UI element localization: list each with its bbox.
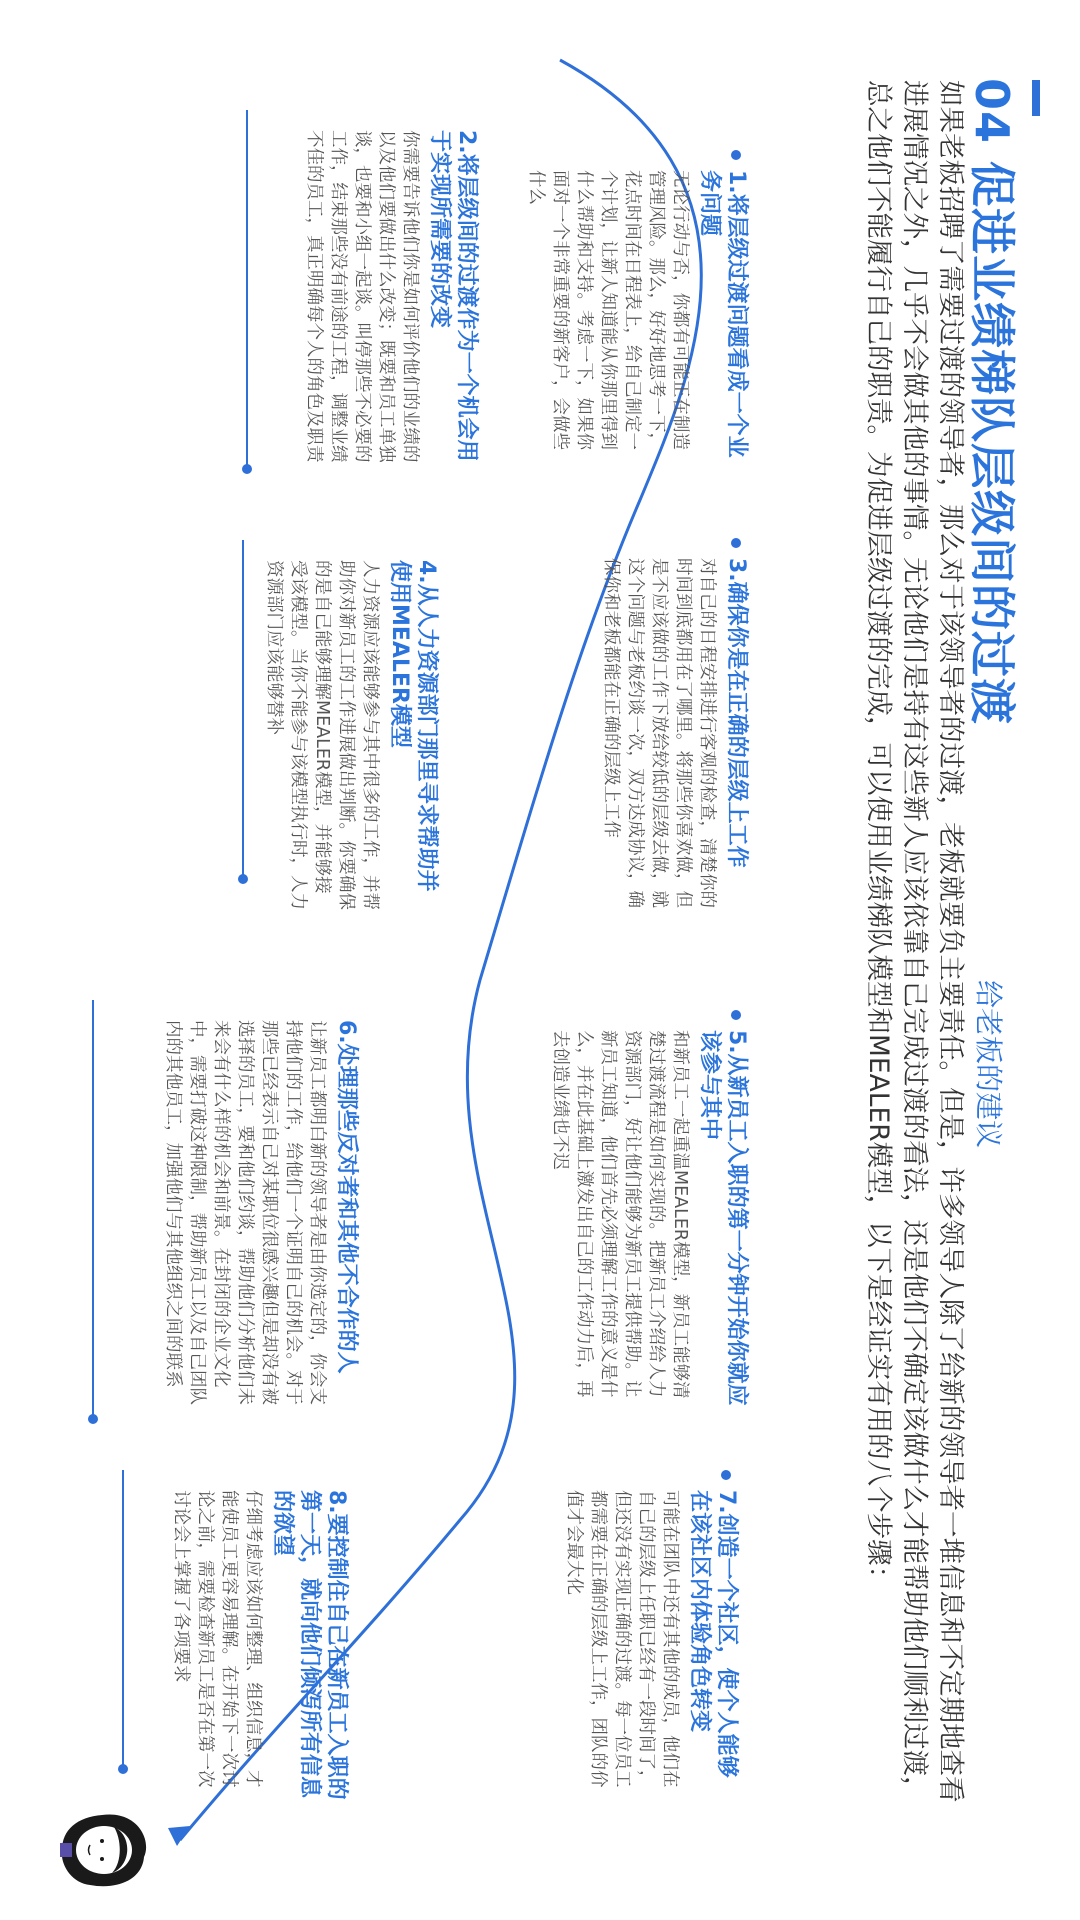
step-3 bbox=[599, 538, 750, 908]
step-body: 对自己的日程安排进行客观的检查，清楚你的时间到底都用在了哪里。将那些你喜欢做，但是不应该做的工作下放给较低的层级去做，就这个问题与老板约谈一次，双方达成协议，确保你和老板都能在正确的层级上工作 bbox=[601, 558, 717, 908]
step-title: 3.确保你是在正确的层级上工作 bbox=[724, 558, 749, 868]
step-5 bbox=[548, 1010, 750, 1410]
step-title: 6.处理那些反对者和其他不合作的人 bbox=[334, 1020, 359, 1374]
step-title: 4.从人力资源部门那里寻求帮助并使用MEALER模型 bbox=[387, 560, 439, 892]
step-title: 5.从新员工入职的第一分钟开始你就应该参与其中 bbox=[697, 1030, 749, 1406]
step-1 bbox=[524, 150, 750, 460]
step-body: 和新员工一起重温MEALER模型，新员工能够清楚过渡流程是如何实现的。把新员工介绍给人力资源部门，好让他们能够为新员工提供帮助。让新员工知道，他们首先必须理解工作的意义是什么，并在此基础上激发出自己的工作动力后，再去创造业绩也不迟 bbox=[550, 1030, 690, 1399]
bullet-dot-icon bbox=[731, 538, 741, 548]
step-body: 人力资源应该能够参与其中很多的工作，并帮助你对新员工的工作进展做出判断。你要确保的是自己能够理解MEALER模型，并能够接受该模型。当你不能参与该模型执行时，人力资源部门应该能够替补 bbox=[264, 560, 380, 910]
bullet-dot-icon bbox=[731, 1010, 741, 1020]
step-body: 仔细考虑应该如何整理、组织信息，才能使员工更容易理解。在开始下一次讨论之前，需要检查新员工是否在第一次讨论会上掌握了各项要求 bbox=[171, 1490, 263, 1788]
step-body: 让新员工都明白新的领导者是由你选定的，你会支持他们的工作，给他们一个证明自己的机会。对于那些已经表示自己对某职位很感兴趣但是却没有被选择的员工，要和他们约谈，帮助他们分析他们未来会有什么样的机会和前景。在封闭的企业文化中，需要打破这种限制，帮助新员工以及自己团队内的其他员工，加强他们与其他组织之间的联系 bbox=[163, 1020, 327, 1405]
step-body: 可能在团队中还有其他的成员，他们在自己的层级上任职已经有一段时间了，但还没有实现正确的过渡。每一位员工都需要在正确的层级上工作，团队的价值才会最大化 bbox=[564, 1490, 680, 1788]
step-4 bbox=[262, 540, 440, 910]
step-7 bbox=[562, 1470, 740, 1790]
step-connector-line bbox=[122, 1470, 124, 1770]
step-8 bbox=[169, 1470, 350, 1800]
page-subtitle: 给老板的建议 bbox=[972, 980, 1005, 1149]
step-title: 2.将层级间的过渡作为一个机会用于实现所需要的改变 bbox=[427, 130, 479, 462]
step-title: 7.创造一个社区，使个人能够在该社区内体验角色转变 bbox=[687, 1490, 739, 1778]
step-body: 无论行动与否，你都有可能正在制造管理风险。那么，好好地思考一下，花点时间在日程表上，给自己制定一个计划，让新人知道能从你那里得到什么帮助和支持。考虑一下，如果你面对一个非常重要的新客户，会做些什么 bbox=[526, 170, 690, 450]
step-body: 你需要告诉他们你是如何评价他们的业绩的以及他们要做出什么改变；既要和员工单独谈，也要和小组一起谈。叫停那些不必要的工作，结束那些没有前途的工程，调整业绩不佳的员工，真正明确每个人的角色及职责 bbox=[304, 130, 420, 463]
step-2 bbox=[302, 110, 480, 470]
step-title: 8.要控制住自己在新员工入职的第一天，就向他们倾泻所有信息的欲望 bbox=[270, 1490, 349, 1800]
bullet-dot-icon bbox=[721, 1470, 731, 1480]
intro-paragraph: 如果老板招聘了需要过渡的领导者，那么对于该领导者的过渡，老板就要负主要责任。但是，许多领导人除了给新的领导者一堆信息和不定期地查看进展情况之外，几乎不会做其他的事情。无论他们是持有这些新人应该依靠自己完成过渡的看法，还是他们不确定该做什么才能帮助他们顺利过渡，总之他们不能履行自己的职责。为促进层级过渡的完成，可以使用业绩梯队模型和MEALER模型，以下是经证实有用的八个步骤： bbox=[863, 80, 966, 1803]
step-connector-line bbox=[242, 540, 244, 880]
step-connector-line bbox=[92, 1000, 94, 1420]
title-accent-bar bbox=[1032, 80, 1040, 116]
cartoon-girl-avatar-icon bbox=[52, 1795, 162, 1905]
step-6 bbox=[161, 1000, 360, 1410]
step-title: 1.将层级过渡问题看成一个业务问题 bbox=[697, 170, 749, 458]
page-title: 04 促进业绩梯队层级间的过渡 bbox=[965, 78, 1019, 726]
bullet-dot-icon bbox=[731, 150, 741, 160]
step-connector-line bbox=[246, 110, 248, 470]
